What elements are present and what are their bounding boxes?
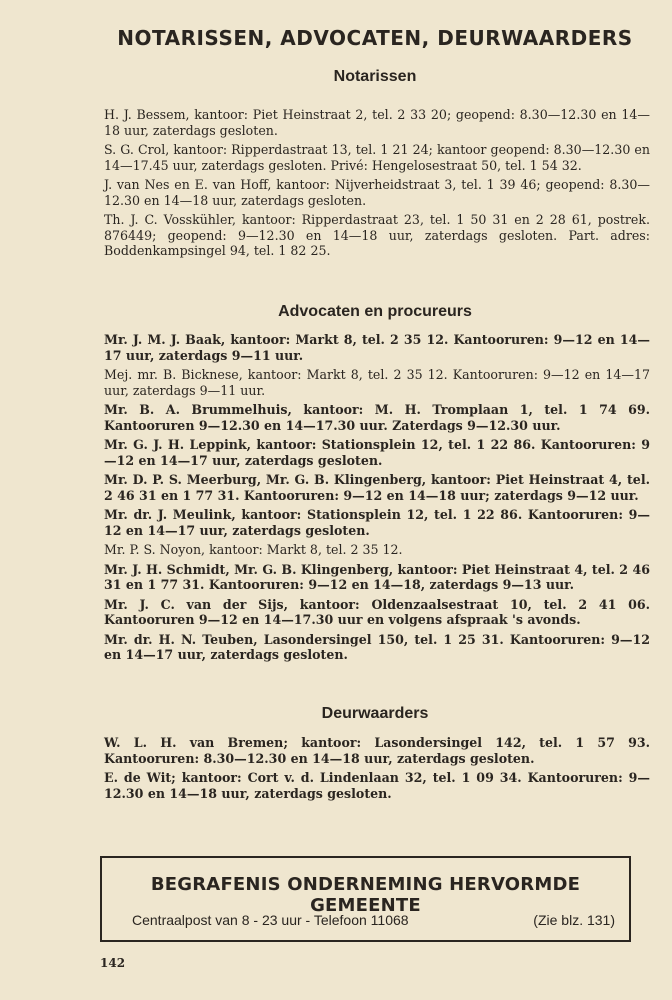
advertisement-title: BEGRAFENIS ONDERNEMING HERVORMDE GEMEENTE — [150, 874, 581, 916]
advertisement-contact: Centraalpost van 8 - 23 uur - Telefoon 11068 — [132, 912, 409, 928]
advertisement-reference: (Zie blz. 131) — [533, 912, 615, 928]
advertisement-box — [100, 856, 631, 942]
notarissen-list — [104, 107, 650, 263]
advocaten-list — [104, 332, 650, 667]
list-item: H. J. Bessem, kantoor: Piet Heinstraat 2, tel. 2 33 20; geopend: 8.30—12.30 en 14—18 uur, zaterdags gesloten. — [104, 107, 650, 138]
list-item: W. L. H. van Bremen; kantoor: Lasondersingel 142, tel. 1 57 93. Kantooruren: 8.30—12.30 en 14—18 uur, zaterdags gesloten. — [104, 735, 650, 766]
list-item: E. de Wit; kantoor: Cort v. d. Lindenlaan 32, tel. 1 09 34. Kantooruren: 9—12.30 en 14—18 uur, zaterdags gesloten. — [104, 770, 650, 801]
list-item: Mr. G. J. H. Leppink, kantoor: Stationsplein 12, tel. 1 22 86. Kantooruren: 9—12 en 14—17 uur, zaterdags gesloten. — [104, 437, 650, 468]
list-item: Mr. P. S. Noyon, kantoor: Markt 8, tel. 2 35 12. — [104, 542, 403, 557]
list-item: J. van Nes en E. van Hoff, kantoor: Nijverheidstraat 3, tel. 1 39 46; geopend: 8.30—12.30 en 14—18 uur, zaterdags gesloten. — [104, 177, 650, 208]
list-item: S. G. Crol, kantoor: Ripperdastraat 13, tel. 1 21 24; kantoor geopend: 8.30—12.30 en 14—17.45 uur, zaterdags gesloten. Privé: Hengelosestraat 50, tel. 1 54 32. — [104, 142, 650, 173]
list-item: Mr. J. C. van der Sijs, kantoor: Oldenzaalsestraat 10, tel. 2 41 06. Kantooruren 9—12 en 14—17.30 uur en volgens afspraak 's avonds. — [104, 596, 650, 627]
list-item: Mej. mr. B. Bicknese, kantoor: Markt 8, tel. 2 35 12. Kantooruren: 9—12 en 14—17 uur, zaterdags 9—11 uur. — [104, 367, 650, 398]
page-title: NOTARISSEN, ADVOCATEN, DEURWAARDERS — [117, 26, 633, 50]
section-title-notarissen: Notarissen — [333, 68, 417, 85]
page-number: 142 — [100, 956, 126, 970]
list-item: Th. J. C. Vosskühler, kantoor: Ripperdastraat 23, tel. 1 50 31 en 2 28 61, postrek. 876449; geopend: 9—12.30 en 14—18 uur, zaterdags gesloten. Part. adres: Boddenkampsingel 94, tel. 1 82 25. — [104, 212, 650, 258]
list-item: Mr. dr. J. Meulink, kantoor: Stationsplein 12, tel. 1 22 86. Kantooruren: 9—12 en 14—17 uur, zaterdags gesloten. — [104, 507, 650, 538]
list-item: Mr. dr. H. N. Teuben, Lasondersingel 150, tel. 1 25 31. Kantooruren: 9—12 en 14—17 uur, zaterdags gesloten. — [104, 631, 650, 662]
section-title-deurwaarders: Deurwaarders — [321, 705, 429, 722]
list-item: Mr. B. A. Brummelhuis, kantoor: M. H. Tromplaan 1, tel. 1 74 69. Kantooruren 9—12.30 en 14—17.30 uur. Zaterdags 9—12.30 uur. — [104, 402, 650, 433]
deurwaarders-list — [104, 735, 650, 805]
list-item: Mr. D. P. S. Meerburg, Mr. G. B. Klingenberg, kantoor: Piet Heinstraat 4, tel. 2 46 31 en 1 77 31. Kantooruren: 9—12 en 14—18 uur; zaterdags 9—12 uur. — [104, 472, 650, 503]
section-title-advocaten: Advocaten en procureurs — [278, 303, 472, 320]
list-item: Mr. J. H. Schmidt, Mr. G. B. Klingenberg, kantoor: Piet Heinstraat 4, tel. 2 46 31 en 1 77 31. Kantooruren: 9—12 en 14—18, zaterdags 9—13 uur. — [104, 561, 650, 592]
list-item: Mr. J. M. J. Baak, kantoor: Markt 8, tel. 2 35 12. Kantooruren: 9—12 en 14—17 uur, zaterdags 9—11 uur. — [104, 332, 650, 363]
